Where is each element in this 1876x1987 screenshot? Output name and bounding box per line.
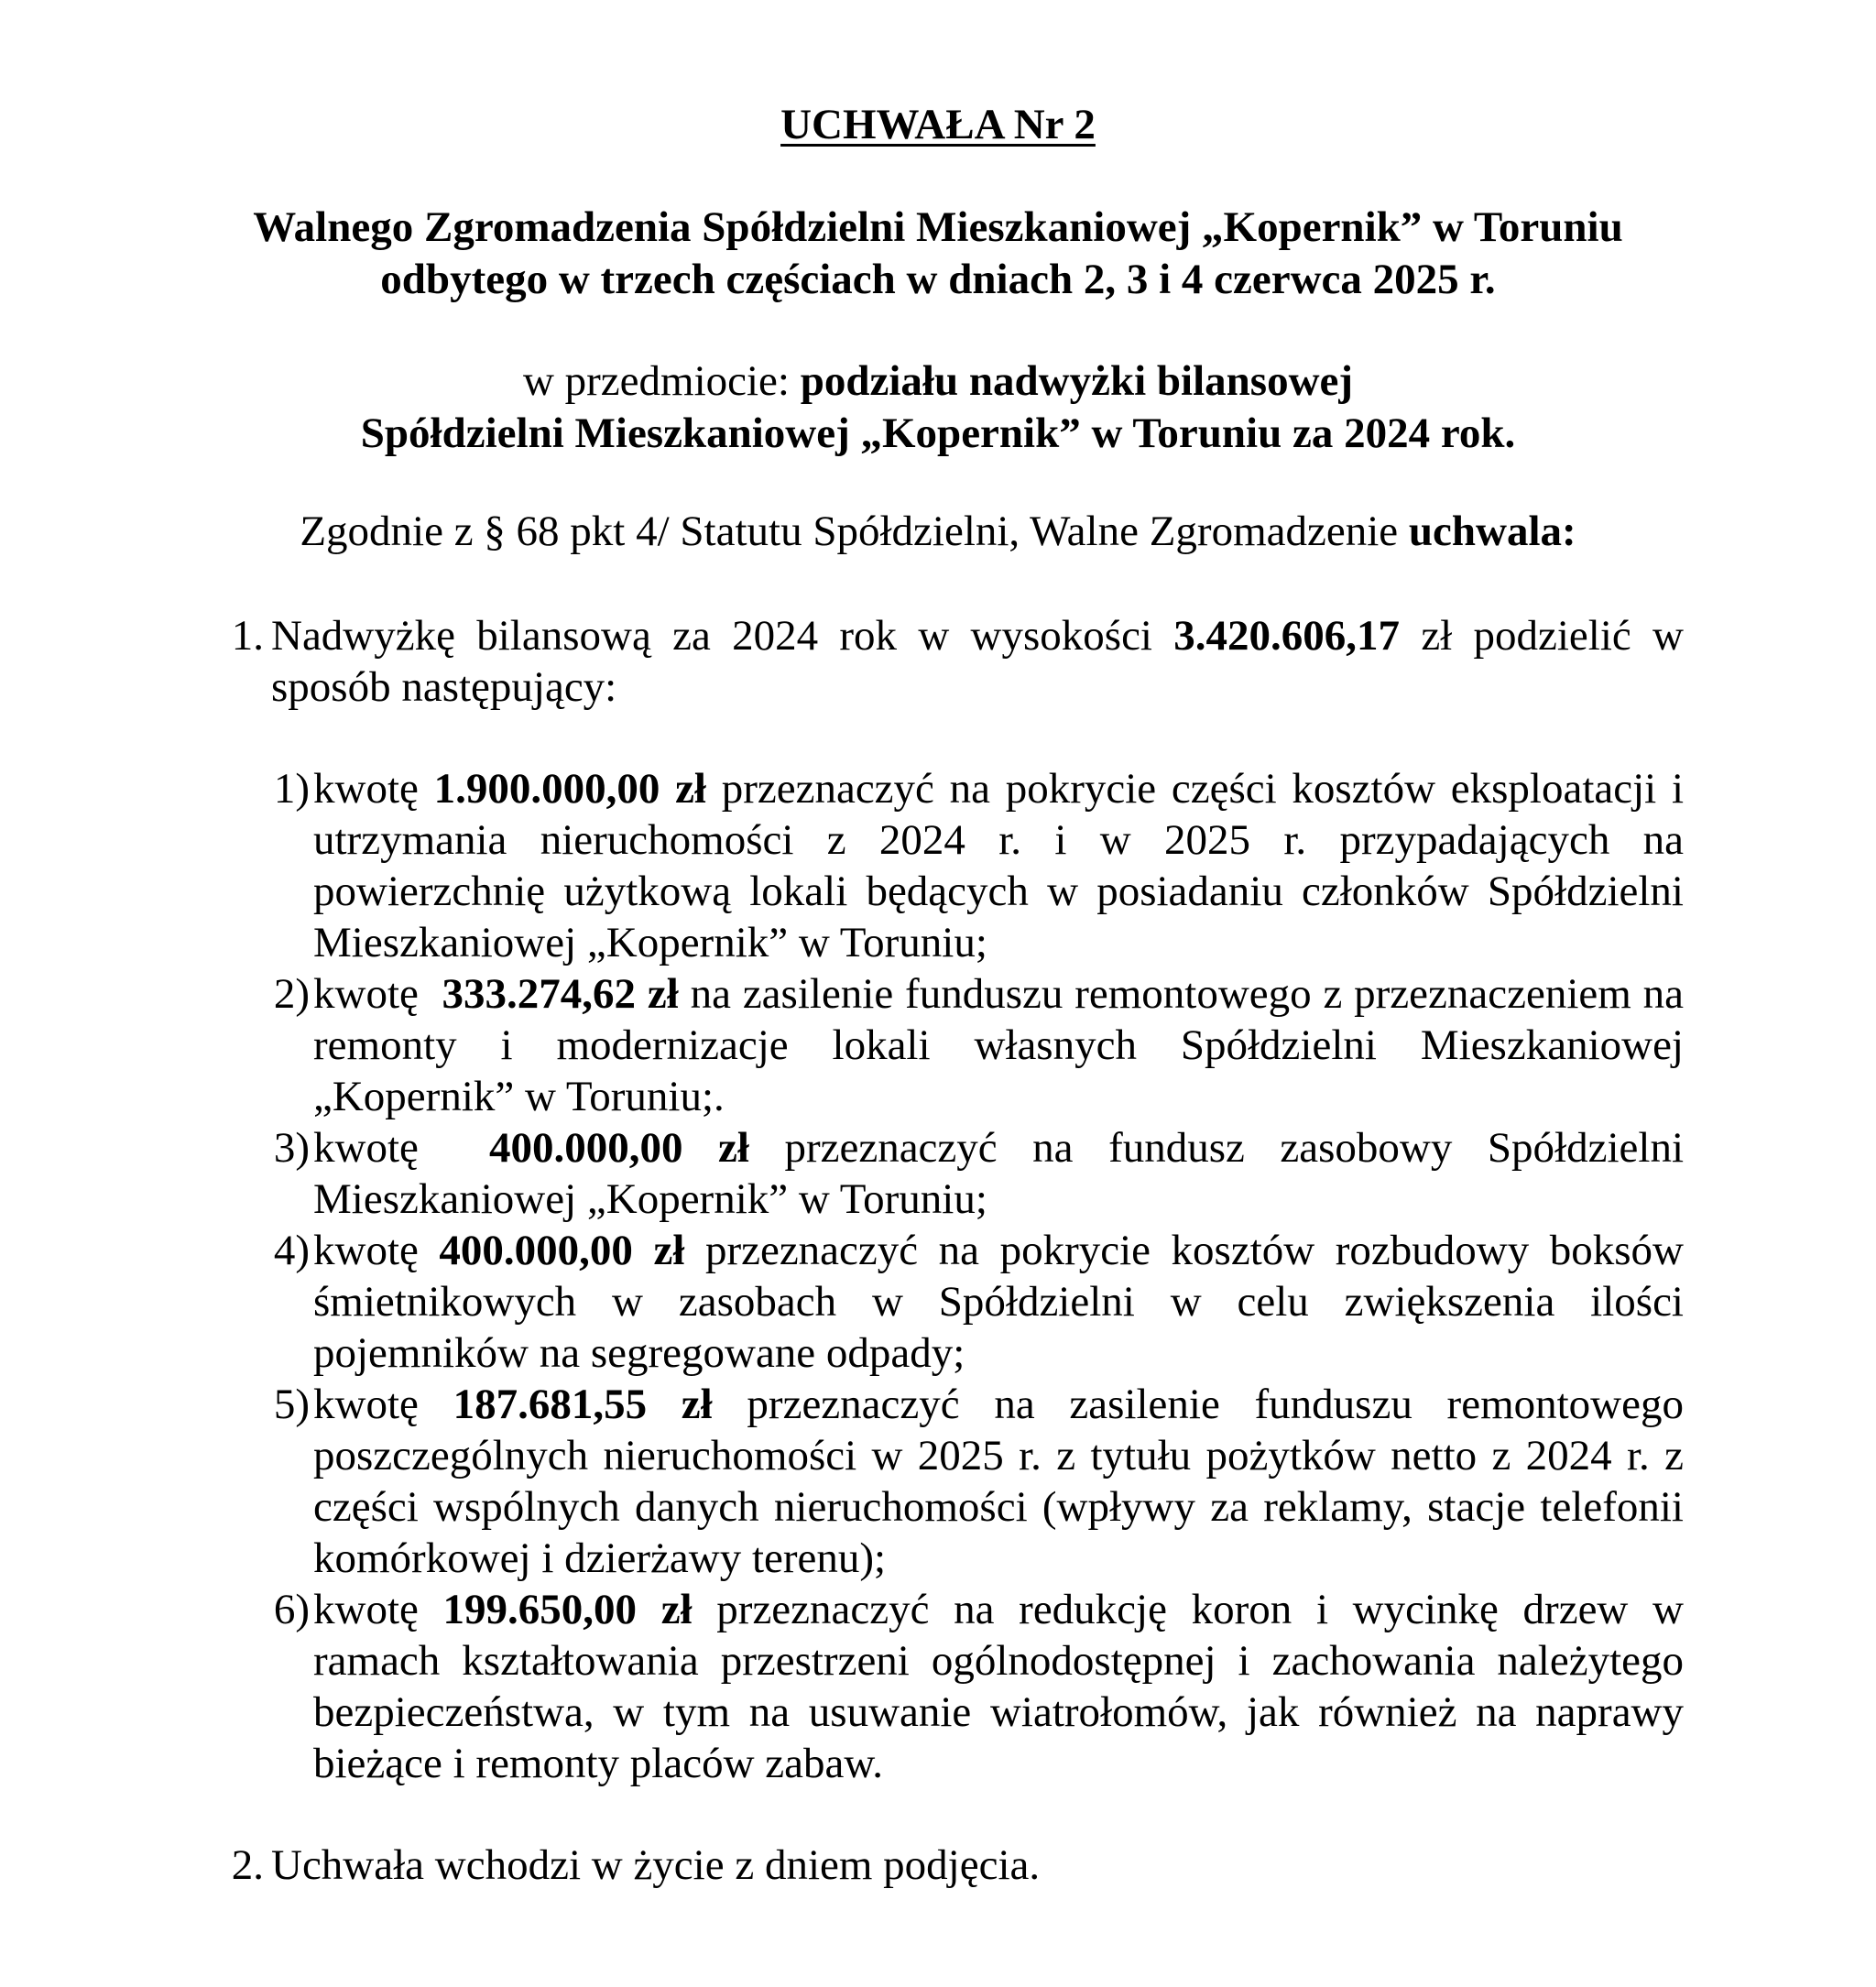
item-number: 2. [231, 1841, 264, 1889]
legal-basis [0, 506, 1876, 558]
subitem-amount: 400.000,00 zł [439, 1227, 685, 1274]
subitem-text-before: kwotę [313, 1381, 453, 1428]
item-amount: 3.420.606,17 [1173, 612, 1401, 660]
subitem-text-after: na zasilenie funduszu remontowego z przeznaczeniem na remonty i modernizacje lokali własnych Spółdzielni Mieszkaniowej „Kopernik” w Toruniu;. [313, 970, 1684, 1120]
item-text-after: zł podzielić w sposób następujący: [271, 612, 1684, 711]
subitem-amount: 1.900.000,00 zł [433, 765, 706, 813]
subitem-text-after: przeznaczyć na pokrycie kosztów rozbudowy boksów śmietnikowych w zasobach w Spółdzielni w celu zwiększenia ilości pojemników na segregowane odpady; [313, 1227, 1684, 1377]
subitem-number: 4) [273, 1227, 310, 1274]
subitem-text [313, 968, 1684, 1122]
item-text: Uchwała wchodzi w życie z dniem podjęcia. [271, 1841, 1041, 1889]
subitem-amount: 187.681,55 zł [453, 1381, 713, 1428]
document-heading [0, 202, 1876, 306]
subitem-number: 2) [273, 970, 310, 1018]
subitem-amount: 400.000,00 zł [488, 1124, 749, 1172]
subitem-text-before: kwotę [313, 970, 442, 1018]
subitem-text-before: kwotę [313, 765, 434, 813]
subitem-text-after: przeznaczyć na redukcję koron i wycinkę drzew w ramach kształtowania przestrzeni ogólnodostępnej i zachowania należytego bezpieczeństwa, w tym na usuwanie wiatrołomów, jak również na naprawy bieżące i remonty placów zabaw. [313, 1586, 1684, 1787]
subitem-text [313, 1584, 1684, 1789]
subitem-amount: 199.650,00 zł [442, 1586, 693, 1633]
subitem-amount: 333.274,62 zł [442, 970, 679, 1018]
resolution-item-1 [218, 610, 1684, 720]
subitem-text-before: kwotę [313, 1227, 440, 1274]
subitem-text [313, 763, 1684, 968]
subitem-number: 3) [273, 1124, 310, 1172]
subitem-number: 5) [273, 1381, 310, 1428]
subject-prefix: w przedmiocie: [522, 357, 801, 405]
subitem-text [313, 1379, 1684, 1584]
heading-line-1: Walnego Zgromadzenia Spółdzielni Mieszkaniowej „Kopernik” w Toruniu [253, 203, 1623, 251]
resolution-item-2 [218, 1840, 1684, 1894]
document-subject [0, 355, 1876, 460]
item-number: 1. [231, 612, 264, 660]
basis-text: Zgodnie z § 68 pkt 4/ Statutu Spółdzielni, Walne Zgromadzenie [300, 508, 1409, 555]
subitem-text-after: przeznaczyć na zasilenie funduszu remontowego poszczególnych nieruchomości w 2025 r. z tytułu pożytków netto z 2024 r. z części wspólnych danych nieruchomości (wpływy za reklamy, stacje telefonii komórkowej i dzierżawy terenu); [313, 1381, 1684, 1582]
heading-line-2: odbytego w trzech częściach w dniach 2, 3 i 4 czerwca 2025 r. [380, 256, 1496, 303]
item-text-before: Nadwyżkę bilansową za 2024 rok w wysokości [271, 612, 1174, 660]
subject-bold-1: podziału nadwyżki bilansowej [800, 357, 1354, 405]
subitem-text [313, 1225, 1684, 1379]
subitem-text-before: kwotę [313, 1124, 489, 1172]
subitem-number: 1) [273, 765, 310, 813]
document-title: UCHWAŁA Nr 2 [780, 101, 1096, 148]
subitem-text-after: przeznaczyć na fundusz zasobowy Spółdzielni Mieszkaniowej „Kopernik” w Toruniu; [313, 1124, 1685, 1223]
subitem-text [313, 1122, 1684, 1225]
subitem-text-after: przeznaczyć na pokrycie części kosztów eksploatacji i utrzymania nieruchomości z 2024 r. i w 2025 r. przypadających na powierzchnię użytkową lokali będących w posiadaniu członków Spółdzielni Mieszkaniowej „Kopernik” w Toruniu; [313, 765, 1685, 966]
basis-bold: uchwala: [1408, 508, 1576, 555]
subitem-number: 6) [273, 1586, 310, 1633]
subitem-text-before: kwotę [313, 1586, 443, 1633]
subject-line-2: Spółdzielni Mieszkaniowej „Kopernik” w Toruniu za 2024 rok. [360, 409, 1516, 457]
subject-line-1 [0, 355, 1876, 408]
item-text [271, 610, 1684, 713]
